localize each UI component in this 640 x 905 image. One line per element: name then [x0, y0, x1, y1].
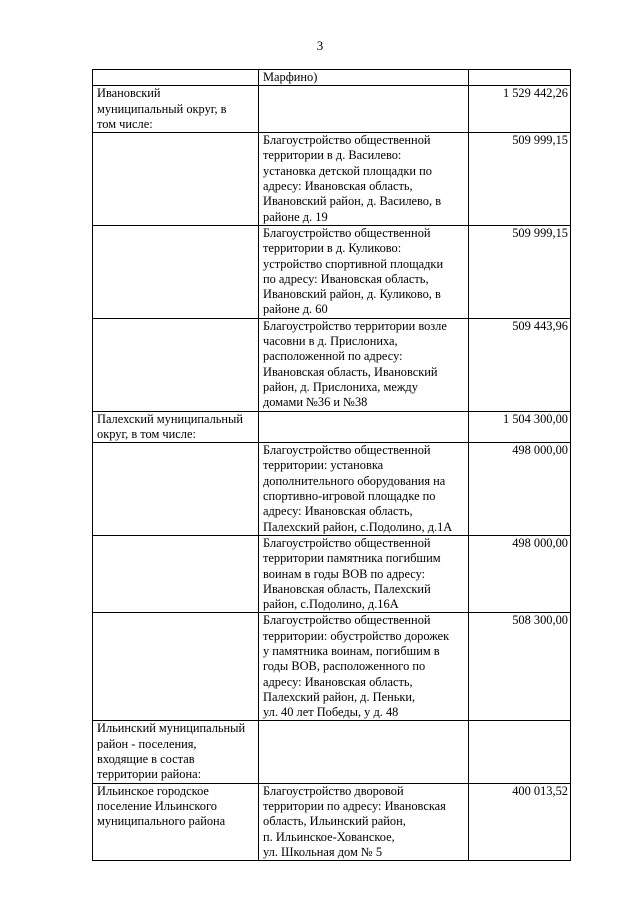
territory-cell-line: Ивановский	[97, 86, 161, 101]
description-cell-line: Благоустройство территории возле	[263, 318, 447, 333]
description-cell-line: территории памятника погибшим	[263, 551, 441, 566]
description-cell	[259, 613, 469, 721]
description-cell-line: территории: обустройство дорожек	[263, 628, 450, 643]
description-cell-line: Палехский район, д. Пеньки,	[263, 689, 416, 704]
territory-cell	[93, 443, 259, 536]
description-cell-line: Палехский район, с.Подолино, д.1А	[263, 519, 453, 534]
territory-cell-line: входящие в состав	[97, 752, 195, 767]
description-cell-line: годы ВОВ, расположенного по	[263, 659, 426, 674]
description-cell	[259, 443, 469, 536]
territory-cell-line: Ильинское городское	[97, 783, 209, 798]
table-row	[93, 613, 571, 721]
territory-cell	[93, 318, 259, 411]
description-cell-line: территории в д. Куликово:	[263, 241, 402, 256]
description-cell-line: область, Ильинский район,	[263, 814, 406, 829]
table-body	[93, 70, 571, 861]
description-cell-line: воинам в годы ВОВ по адресу:	[263, 566, 426, 581]
description-cell-line: адресу: Ивановская область,	[263, 504, 413, 519]
amount-cell: 509 999,15	[469, 225, 571, 318]
description-cell	[259, 535, 469, 612]
territory-cell	[93, 613, 259, 721]
table-row	[93, 721, 571, 783]
amount-cell: 509 999,15	[469, 133, 571, 226]
description-cell-line: адресу: Ивановская область,	[263, 674, 413, 689]
description-cell-line: Ивановский район, д. Василево, в	[263, 194, 442, 209]
territory-cell	[93, 70, 259, 86]
amount-cell: 400 013,52	[469, 783, 571, 860]
description-cell	[259, 225, 469, 318]
description-cell-line: у памятника воинам, погибшим в	[263, 643, 440, 658]
description-cell-line: районе д. 19	[263, 209, 328, 224]
description-cell-line: спортивно-игровой площадке по	[263, 489, 436, 504]
territory-cell	[93, 411, 259, 443]
amount-cell: 498 000,00	[469, 443, 571, 536]
description-cell-line: Ивановский район, д. Куликово, в	[263, 287, 441, 302]
description-cell-line: Ивановская область, Ивановский	[263, 364, 438, 379]
description-cell-line: территории: установка	[263, 458, 384, 473]
table-row	[93, 86, 571, 133]
description-cell-line: п. Ильинское-Хованское,	[263, 829, 395, 844]
amount-cell: 498 000,00	[469, 535, 571, 612]
description-cell	[259, 70, 469, 86]
description-cell-line: по адресу: Ивановская область,	[263, 271, 429, 286]
table-row	[93, 783, 571, 860]
description-cell-line: территории в д. Василево:	[263, 148, 402, 163]
territory-cell-line: поселение Ильинского	[97, 798, 217, 813]
table-row	[93, 443, 571, 536]
table-row	[93, 225, 571, 318]
description-cell	[259, 411, 469, 443]
territory-cell	[93, 225, 259, 318]
territory-cell-line: том числе:	[97, 116, 153, 131]
table-row	[93, 535, 571, 612]
description-cell-line: расположенной по адресу:	[263, 349, 403, 364]
territory-cell-line: Палехский муниципальный	[97, 411, 244, 426]
description-cell-line: часовни в д. Прислониха,	[263, 334, 398, 349]
description-cell-line: район, с.Подолино, д.16А	[263, 597, 399, 612]
description-cell-line: Благоустройство общественной	[263, 613, 431, 628]
territory-cell-line: район - поселения,	[97, 736, 197, 751]
description-cell	[259, 133, 469, 226]
amount-cell: 508 300,00	[469, 613, 571, 721]
description-cell-line: районе д. 60	[263, 302, 328, 317]
description-cell-line: Благоустройство общественной	[263, 225, 431, 240]
description-cell-line: ул. 40 лет Победы, у д. 48	[263, 705, 399, 720]
territory-cell	[93, 783, 259, 860]
description-cell-line: Ивановская область, Палехский	[263, 581, 431, 596]
description-cell-line: домами №36 и №38	[263, 395, 368, 410]
table-row	[93, 133, 571, 226]
territory-cell-line: округ, в том числе:	[97, 426, 196, 441]
description-cell	[259, 783, 469, 860]
description-cell-line: территории по адресу: Ивановская	[263, 798, 446, 813]
description-cell-line: Благоустройство общественной	[263, 133, 431, 148]
description-cell-line: устройство спортивной площадки	[263, 256, 444, 271]
table-row	[93, 70, 571, 86]
amount-cell	[469, 70, 571, 86]
territory-cell	[93, 133, 259, 226]
territory-cell-line: муниципальный округ, в	[97, 101, 227, 116]
territory-cell	[93, 86, 259, 133]
amount-cell: 509 443,96	[469, 318, 571, 411]
amount-cell: 1 529 442,26	[469, 86, 571, 133]
description-cell-line: ул. Школьная дом № 5	[263, 844, 383, 859]
funding-table	[92, 69, 571, 861]
table-row	[93, 318, 571, 411]
page-number: 3	[316, 38, 324, 53]
description-cell	[259, 721, 469, 783]
territory-cell-line: территории района:	[97, 767, 202, 782]
description-cell-line: установка детской площадки по	[263, 163, 432, 178]
description-cell	[259, 318, 469, 411]
description-cell	[259, 86, 469, 133]
territory-cell	[93, 535, 259, 612]
description-cell-line: дополнительного оборудования на	[263, 473, 446, 488]
table-row	[93, 411, 571, 443]
description-cell-line: Благоустройство общественной	[263, 535, 431, 550]
description-cell-line: адресу: Ивановская область,	[263, 179, 413, 194]
description-cell-line: Благоустройство дворовой	[263, 783, 404, 798]
territory-cell	[93, 721, 259, 783]
territory-cell-line: муниципального района	[97, 814, 226, 829]
territory-cell-line: Ильинский муниципальный	[97, 721, 246, 736]
description-cell-line: Благоустройство общественной	[263, 443, 431, 458]
description-cell-line: район, д. Прислониха, между	[263, 379, 418, 394]
amount-cell: 1 504 300,00	[469, 411, 571, 443]
amount-cell	[469, 721, 571, 783]
description-cell-line: Марфино)	[263, 70, 318, 84]
